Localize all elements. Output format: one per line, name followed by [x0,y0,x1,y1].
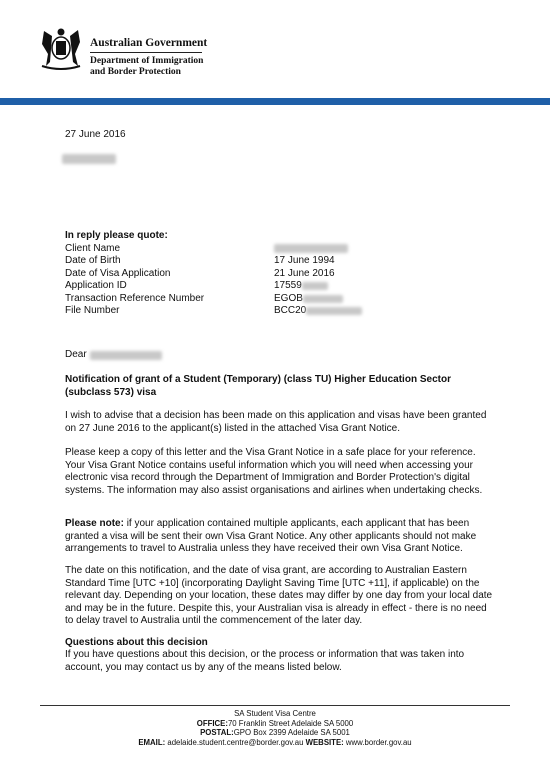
redacted-value [302,282,328,290]
detail-row-file-number: File Number BCC20 [65,305,362,318]
redacted-value [303,295,343,303]
footer-centre-name: SA Student Visa Centre [234,709,316,718]
footer-office: OFFICE:70 Franklin Street Adelaide SA 5000 [196,718,354,728]
paragraph-note: Please note: if your application contained multiple applicants, each applicant that has been granted a visa will be sent their own Visa Grant Notice. Any other applicants should not make arrangements to travel to Australia unless they have received their own Visa Grant Notice. [65,518,477,554]
questions-heading: Questions about this decision [65,637,208,648]
redacted-value [306,307,362,315]
redacted-name [90,351,162,360]
department-name [90,56,203,78]
letter-date: 27 June 2016 [65,129,126,140]
redacted-value [274,244,348,253]
paragraph-keep-copy: Please keep a copy of this letter and the Visa Grant Notice in a safe place for your reference. Your Visa Grant Notice contains useful information which you will need when accessing your electronic visa record through the Department of Immigration and Border Protection's digital systems. The information may also assist organisations and airlines when undertaking checks. [65,447,483,496]
recipient-redacted [62,154,116,164]
detail-row-application-date: Date of Visa Application 21 June 2016 [65,267,335,279]
footer-website-link[interactable]: www.border.gov.au [343,737,412,747]
detail-row-application-id: Application ID 17559 [65,280,362,293]
footer-postal: POSTAL:GPO Box 2399 Adelaide SA 5001 [200,728,350,737]
letter-subject: Notification of grant of a Student (Temporary) (class TU) Higher Education Sector (subclass 573) visa [65,374,451,398]
reference-details [65,230,362,318]
footer-contact [40,709,510,747]
detail-row-dob: Date of Birth 17 June 1994 [65,255,335,266]
note-label: Please note: [65,518,124,529]
footer-email-link[interactable]: adelaide.student.centre@border.gov.au [165,737,306,747]
gov-title: Australian Government [90,37,208,49]
header-divider [90,52,202,53]
detail-row-transaction-ref: Transaction Reference Number EGOB [65,293,362,306]
department-line-2: and Border Protection [90,67,181,77]
questions-text: If you have questions about this decision, or the process or information that was taken into account, you may contact us by any of the means listed below. [65,649,465,673]
detail-row-client-name: Client Name [65,243,362,256]
footer-divider [40,705,510,706]
footer-email-website: EMAIL: adelaide.student.centre@border.gov.au WEBSITE: www.border.gov.au [138,737,412,747]
header-accent-bar [0,98,550,105]
department-line-1: Department of Immigration [90,56,204,66]
coat-of-arms-logo [36,26,86,72]
paragraph-dates: The date on this notification, and the date of visa grant, are according to Australian Eastern Standard Time [UTC +10] (incorporating Daylight Saving Time [UTC +11], if applicable) on the relevant day. Depending on your location, these dates may differ by one day from your local date and may be in the future. Despite this, your Australian visa is already in effect - there is no need to delay travel to Australia until the commencement of the later day. [65,565,493,626]
salutation: Dear [65,349,162,362]
paragraph-decision: I wish to advise that a decision has been made on this application and visas have been granted on 27 June 2016 to the applicant(s) listed in the attached Visa Grant Notice. [65,410,487,434]
reply-heading: In reply please quote: [65,230,168,241]
